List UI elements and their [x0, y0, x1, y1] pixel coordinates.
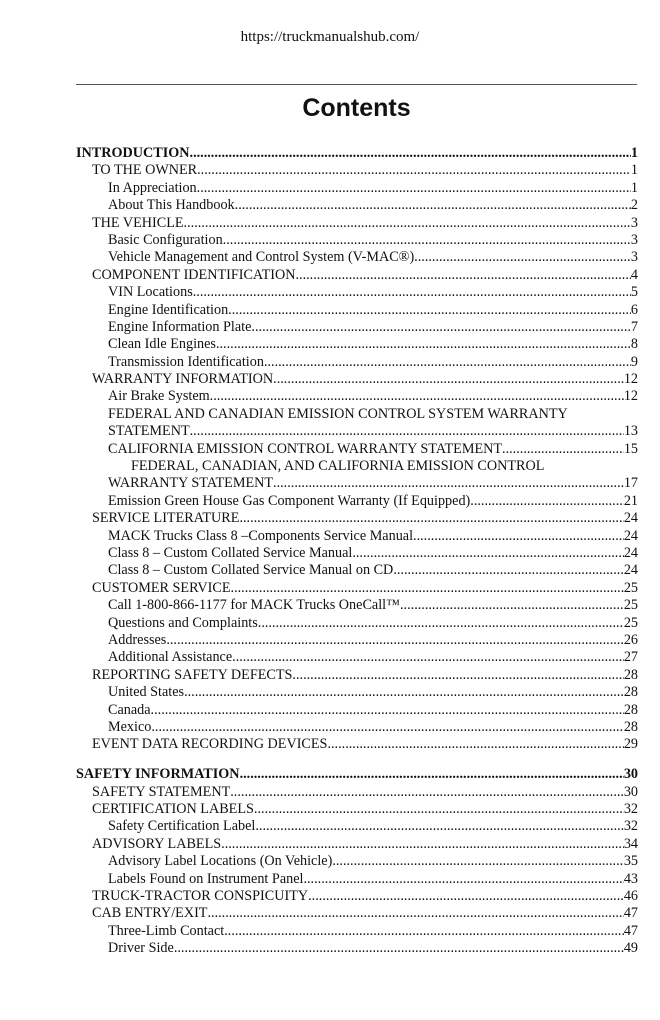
toc-entry-title: TO THE OWNER [92, 162, 198, 179]
toc-entry[interactable] [76, 336, 638, 353]
toc-dot-leader [174, 940, 624, 957]
toc-entry-title: Air Brake System [108, 388, 210, 405]
toc-entry-title: Clean Idle Engines [108, 336, 216, 353]
toc-page-number: 2 [630, 197, 638, 214]
header-divider [76, 84, 637, 85]
toc-dot-leader [327, 736, 623, 753]
toc-entry-title: CERTIFICATION LABELS [92, 801, 254, 818]
toc-entry-title: Mexico [108, 718, 152, 735]
toc-page-number: 30 [623, 783, 638, 800]
toc-entry[interactable] [76, 197, 638, 214]
toc-page-number: 47 [623, 905, 638, 922]
section-gap [76, 754, 638, 767]
toc-page-number: 24 [623, 527, 638, 544]
toc-dot-leader [197, 180, 631, 197]
toc-entry[interactable] [76, 736, 638, 753]
toc-dot-leader [413, 528, 624, 545]
toc-entry-title: INTRODUCTION [76, 145, 190, 161]
toc-entry[interactable] [76, 493, 638, 510]
toc-section[interactable] [76, 145, 638, 162]
toc-dot-leader [258, 615, 624, 632]
toc-dot-leader [190, 145, 631, 162]
toc-dot-leader [303, 871, 623, 888]
toc-entry[interactable] [76, 371, 638, 388]
toc-entry[interactable] [76, 232, 638, 249]
toc-entry[interactable] [76, 649, 638, 666]
toc-page-number: 26 [623, 631, 638, 648]
toc-page-number: 12 [623, 388, 638, 405]
toc-entry[interactable] [76, 940, 638, 957]
toc-entry[interactable] [76, 319, 638, 336]
toc-page-number: 25 [623, 614, 638, 631]
toc-entry-title: EVENT DATA RECORDING DEVICES [92, 736, 328, 753]
toc-page-number: 28 [623, 701, 638, 718]
toc-entry[interactable] [76, 632, 638, 649]
toc-page-number: 25 [623, 579, 638, 596]
toc-dot-leader [230, 784, 624, 801]
toc-page-number: 25 [623, 597, 638, 614]
toc-entry-title: SAFETY STATEMENT [92, 783, 231, 800]
toc-dot-leader [184, 215, 631, 232]
toc-entry[interactable] [76, 888, 638, 905]
toc-entry[interactable] [76, 818, 638, 835]
toc-entry[interactable] [76, 354, 638, 371]
toc-entry-continuation: FEDERAL AND CANADIAN EMISSION CONTROL SYSTEM WARRANTY [108, 405, 568, 422]
toc-page-number: 32 [623, 818, 638, 835]
toc-entry-title: Additional Assistance [108, 649, 233, 666]
toc-dot-leader [231, 580, 624, 597]
toc-page-number: 35 [623, 853, 638, 870]
toc-dot-leader [228, 302, 631, 319]
toc-dot-leader [414, 249, 631, 266]
toc-entry[interactable] [76, 597, 638, 614]
toc-page-number: 34 [623, 835, 638, 852]
toc-dot-leader [193, 284, 631, 301]
page-title: Contents [302, 94, 411, 122]
toc-dot-leader [470, 493, 624, 510]
toc-dot-leader [197, 162, 631, 179]
toc-entry-title: Labels Found on Instrument Panel [108, 870, 304, 887]
toc-dot-leader [352, 545, 624, 562]
toc-page-number: 24 [623, 562, 638, 579]
toc-entry-title: ADVISORY LABELS [92, 835, 222, 852]
toc-entry[interactable] [76, 580, 638, 597]
toc-page-number: 9 [630, 353, 638, 370]
toc-entry-title: Questions and Complaints [108, 614, 258, 631]
toc-entry-title: MACK Trucks Class 8 –Components Service Manual [108, 527, 414, 544]
toc-entry[interactable] [76, 267, 638, 284]
toc-page-number: 28 [623, 718, 638, 735]
toc-page-number: 3 [630, 231, 638, 248]
toc-entry-title: Call 1-800-866-1177 for MACK Trucks OneCall™ [108, 597, 400, 614]
toc-page-number: 3 [630, 214, 638, 231]
toc-dot-leader [273, 475, 624, 492]
toc-dot-leader [190, 423, 624, 440]
toc-entry[interactable] [76, 162, 638, 179]
toc-entry-title: STATEMENT [108, 423, 190, 440]
toc-page-number: 17 [623, 475, 638, 492]
toc-entry-title: SAFETY INFORMATION [76, 766, 240, 783]
toc-dot-leader [232, 649, 624, 666]
toc-entry[interactable] [76, 615, 638, 632]
toc-entry-title: Addresses [108, 631, 167, 648]
toc-entry-title: Transmission Identification [108, 353, 264, 370]
toc-entry[interactable] [76, 923, 638, 940]
toc-entry[interactable] [76, 562, 638, 579]
toc-page-number: 24 [623, 544, 638, 561]
toc-entry-title: About This Handbook [108, 197, 235, 214]
toc-page-number: 30 [623, 766, 638, 783]
toc-entry-title: CALIFORNIA EMISSION CONTROL WARRANTY STATEMENT [108, 440, 503, 457]
toc-entry-title: Vehicle Management and Control System (V-MAC®) [108, 249, 415, 266]
toc-entry[interactable] [76, 684, 638, 701]
toc-dot-leader [502, 441, 624, 458]
toc-page-number: 47 [623, 922, 638, 939]
toc-dot-leader [223, 232, 631, 249]
toc-entry[interactable] [76, 475, 638, 492]
toc-entry[interactable] [76, 423, 638, 440]
toc-dot-leader [151, 702, 624, 719]
toc-entry-title: Basic Configuration [108, 231, 223, 248]
toc-page-number: 28 [623, 666, 638, 683]
toc-entry-title: Driver Side [108, 940, 174, 957]
toc-page-number: 29 [623, 736, 638, 753]
toc-dot-leader [255, 818, 623, 835]
toc-page-number: 13 [623, 423, 638, 440]
toc-entry-title: THE VEHICLE [92, 214, 184, 231]
toc-entry-title: In Appreciation [108, 179, 197, 196]
toc-page-number: 6 [630, 301, 638, 318]
toc-dot-leader [332, 853, 624, 870]
toc-page-number: 4 [630, 266, 638, 283]
toc-entry-title: United States [108, 684, 185, 701]
toc-entry-title: Class 8 – Custom Collated Service Manual [108, 544, 353, 561]
toc-page-number: 12 [623, 371, 638, 388]
toc-entry-title: CUSTOMER SERVICE [92, 579, 231, 596]
toc-page-number: 1 [630, 179, 638, 196]
toc-entry[interactable] [76, 180, 638, 197]
toc-dot-leader [235, 197, 631, 214]
toc-entry[interactable] [76, 836, 638, 853]
toc-page-number: 46 [623, 888, 638, 904]
toc-dot-leader [308, 888, 624, 905]
toc-dot-leader [292, 667, 623, 684]
toc-dot-leader [216, 336, 631, 353]
toc-page-number: 21 [623, 492, 638, 509]
toc-entry[interactable] [76, 905, 638, 922]
toc-entry[interactable] [76, 388, 638, 405]
header-url: https://truckmanualshub.com/ [240, 29, 420, 45]
toc-entry[interactable] [76, 667, 638, 684]
toc-entry-title: Engine Information Plate [108, 318, 252, 335]
toc-entry[interactable] [76, 853, 638, 870]
toc-page-number: 8 [630, 336, 638, 353]
toc-entry[interactable] [76, 284, 638, 301]
toc-page-number: 1 [630, 162, 638, 179]
toc-dot-leader [295, 267, 630, 284]
toc-page-number: 15 [623, 440, 638, 457]
toc-dot-leader [264, 354, 631, 371]
toc-entry-title: Advisory Label Locations (On Vehicle) [108, 853, 333, 870]
toc-page-number: 3 [630, 249, 638, 266]
toc-entry[interactable] [76, 528, 638, 545]
toc-entry-title: TRUCK-TRACTOR CONSPICUITY [92, 888, 309, 904]
toc-entry-title: WARRANTY INFORMATION [92, 371, 274, 388]
toc-dot-leader [151, 719, 623, 736]
toc-entry[interactable] [76, 510, 638, 527]
toc-entry-title: Three-Limb Contact [108, 922, 225, 939]
toc-entry[interactable] [76, 215, 638, 232]
toc-page-number: 28 [623, 684, 638, 701]
toc-page-number: 1 [630, 145, 638, 161]
toc-entry-title: Engine Identification [108, 301, 229, 318]
toc-entry-continuation: FEDERAL, CANADIAN, AND CALIFORNIA EMISSION CONTROL [131, 458, 545, 475]
toc-dot-leader [251, 319, 630, 336]
toc-page-number: 49 [623, 940, 638, 957]
toc-dot-leader [166, 632, 623, 649]
toc-entry[interactable] [76, 719, 638, 736]
toc-entry-title: COMPONENT IDENTIFICATION [92, 266, 296, 283]
toc-page-number: 24 [623, 510, 638, 527]
toc-section[interactable] [76, 766, 638, 783]
toc-entry[interactable] [76, 302, 638, 319]
toc-entry-title: WARRANTY STATEMENT [108, 475, 274, 492]
toc-entry-title: CAB ENTRY/EXIT [92, 905, 208, 922]
toc-dot-leader [207, 905, 623, 922]
toc-page-number: 32 [623, 801, 638, 818]
toc-dot-leader [210, 388, 624, 405]
toc-dot-leader [239, 510, 623, 527]
toc-entry-title: SERVICE LITERATURE [92, 510, 240, 527]
toc-entry-title: Safety Certification Label [108, 818, 256, 835]
toc-entry[interactable] [76, 441, 638, 458]
toc-dot-leader [273, 371, 624, 388]
toc-page-number: 5 [630, 284, 638, 301]
toc-entry-title: Canada [108, 701, 151, 718]
toc-entry[interactable] [76, 784, 638, 801]
toc-page-number: 27 [623, 649, 638, 666]
toc-entry-title: Emission Green House Gas Component Warranty (If Equipped) [108, 492, 471, 509]
toc-dot-leader [393, 562, 624, 579]
toc-dot-leader [254, 801, 624, 818]
toc-entry[interactable] [76, 545, 638, 562]
toc-dot-leader [221, 836, 624, 853]
table-of-contents [76, 145, 638, 958]
toc-dot-leader [184, 684, 624, 701]
toc-entry-title: Class 8 – Custom Collated Service Manual on CD [108, 562, 394, 579]
toc-page-number: 7 [630, 318, 638, 335]
toc-entry[interactable] [76, 871, 638, 888]
toc-page-number: 43 [623, 870, 638, 887]
toc-entry[interactable] [76, 801, 638, 818]
toc-dot-leader [400, 597, 624, 614]
toc-entry[interactable] [76, 702, 638, 719]
toc-dot-leader [240, 766, 624, 783]
toc-entry-title: REPORTING SAFETY DEFECTS [92, 666, 293, 683]
toc-entry[interactable] [76, 249, 638, 266]
toc-dot-leader [224, 923, 624, 940]
toc-entry-title: VIN Locations [108, 284, 193, 301]
